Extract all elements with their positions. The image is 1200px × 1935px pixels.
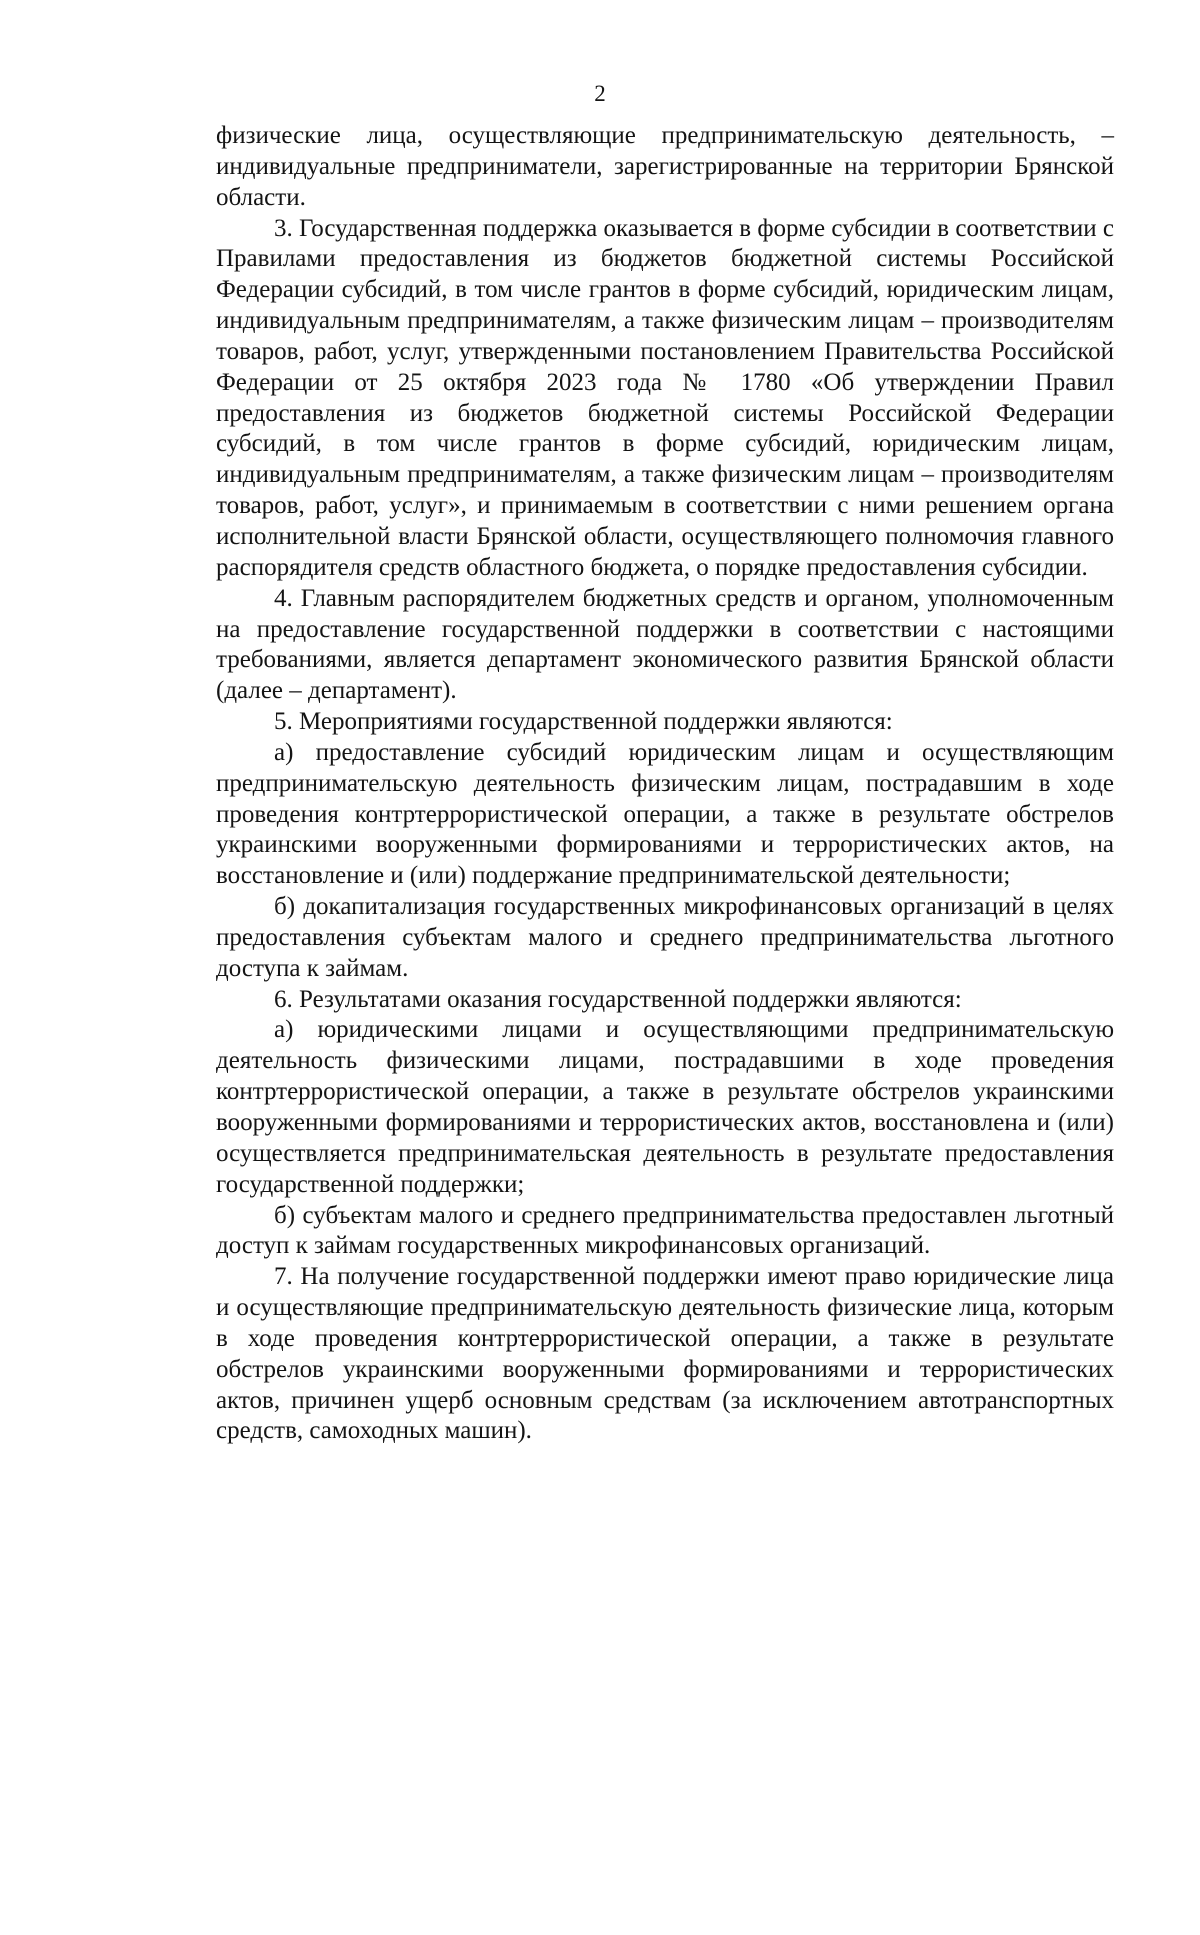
paragraph-item-5a: а) предоставление субсидий юридическим лицам и осуществляющим предпринимательскую деятельность физическим лицам, пострадавшим в ходе проведения контртеррористической операции, а также в результате обстрелов украинскими вооруженными формированиями и террористических актов, на восстановление и (или) поддержание предпринимательской деятельности; [216, 738, 1114, 890]
paragraph-item-5: 5. Мероприятиями государственной поддержки являются: [274, 708, 893, 736]
paragraph-item-6: 6. Результатами оказания государственной поддержки являются: [274, 985, 962, 1013]
document-body [216, 121, 1114, 1447]
paragraph-continuation: физические лица, осуществляющие предпринимательскую деятельность, – индивидуальные предприниматели, зарегистрированные на территории Брянской области. [216, 122, 1114, 211]
paragraph-item-5b: б) докапитализация государственных микрофинансовых организаций в целях предоставления субъектам малого и среднего предпринимательства льготного доступа к займам. [216, 893, 1114, 982]
paragraph-item-7: 7. На получение государственной поддержки имеют право юридические лица и осуществляющие предпринимательскую деятельность физические лица, которым в ходе проведения контртеррористической операции, а также в результате обстрелов украинскими вооруженными формированиями и террористических актов, причинен ущерб основным средствам (за исключением автотранспортных средств, самоходных машин). [216, 1263, 1114, 1445]
paragraph-item-4: 4. Главным распорядителем бюджетных средств и органом, уполномоченным на предоставление государственной поддержки в соответствии с настоящими требованиями, является департамент экономического развития Брянской области (далее – департамент). [216, 584, 1114, 705]
paragraph-item-3: 3. Государственная поддержка оказывается в форме субсидии в соответствии с Правилами предоставления из бюджетов бюджетной системы Российской Федерации субсидий, в том числе грантов в форме субсидий, юридическим лицам, индивидуальным предпринимателям, а также физическим лицам – производителям товаров, работ, услуг, утвержденными постановлением Правительства Российской Федерации от 25 октября 2023 года № 1780 «Об утверждении Правил предоставления из бюджетов бюджетной системы Российской Федерации субсидий, в том числе грантов в форме субсидий, юридическим лицам, индивидуальным предпринимателям, а также физическим лицам – производителям товаров, работ, услуг», и принимаемым в соответствии с ними решением органа исполнительной власти Брянской области, осуществляющего полномочия главного распорядителя средств областного бюджета, о порядке предоставления субсидии. [216, 214, 1114, 581]
page-number: 2 [594, 81, 606, 106]
paragraph-item-6b: б) субъектам малого и среднего предпринимательства предоставлен льготный доступ к займам государственных микрофинансовых организаций. [216, 1201, 1114, 1260]
paragraph-item-6a: а) юридическими лицами и осуществляющими предпринимательскую деятельность физическими лицами, пострадавшими в ходе проведения контртеррористической операции, а также в результате обстрелов украинскими вооруженными формированиями и террористических актов, восстановлена и (или) осуществляется предпринимательская деятельность в результате предоставления государственной поддержки; [216, 1016, 1114, 1198]
